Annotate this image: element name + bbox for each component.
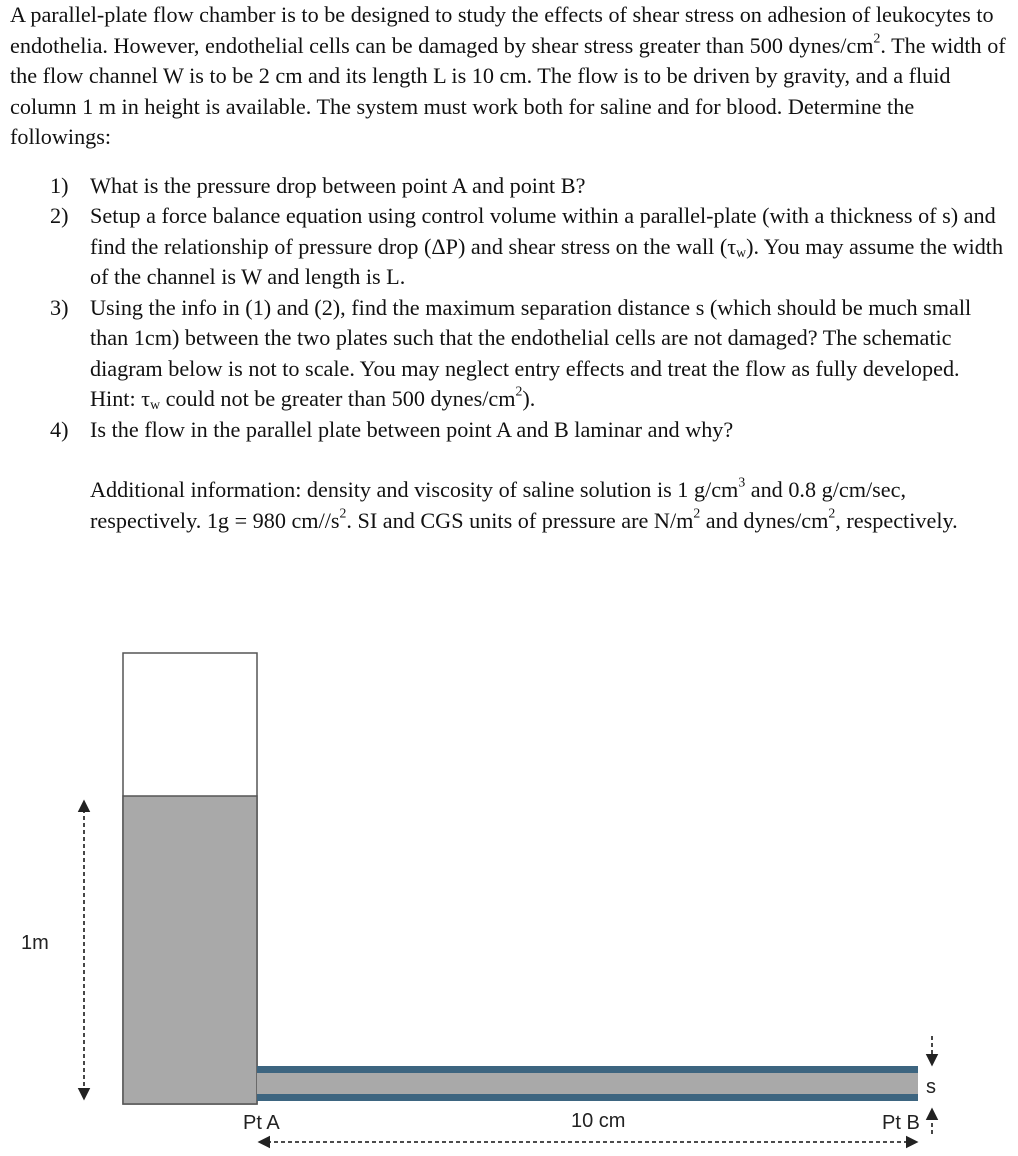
question-item [10, 293, 1010, 415]
flow-chamber-diagram [0, 640, 1018, 1156]
additional-information: Additional information: density and viscosity of saline solution is 1 $g/cm^3$ and 0.8 g/cm/sec, respectively. 1g = 980 $cm//s^2$. SI and CGS units of pressure are $N/m^2$ and dynes/$cm^2$, respectively. [90, 474, 958, 533]
gap-label: s [926, 1076, 936, 1098]
question-number: 4) [50, 416, 69, 442]
length-label: 10 cm [571, 1110, 626, 1132]
problem-intro: A parallel-plate flow chamber is to be designed to study the effects of shear stress on adhesion of leukocytes to endothelia. However, endothelial cells can be damaged by shear stress greater than 500 dynes/$cm^2$. The width of the flow channel W is to be 2 cm and its length L is 10 cm. The flow is to be driven by gravity, and a fluid column 1 m in height is available. The system must work both for saline and for blood. Determine the followings: [10, 2, 1006, 149]
question-number: 2) [50, 203, 69, 228]
question-text: Using the info in (1) and (2), find the maximum separation distance s (which should be much small than 1cm) between the two plates such that the endothelial cells are not damaged? The schematic diagram below is not to scale. You may neglect entry effects and treat the flow as fully developed. Hint: $\tau_w$ could not be greater than 500 dynes/$cm^2$). [90, 294, 972, 412]
question-text: Is the flow in the parallel plate between point A and B laminar and why? [90, 416, 734, 442]
problem-document [10, 0, 1010, 536]
question-list [10, 171, 1010, 446]
question-item [10, 201, 1010, 293]
fluid-column [123, 796, 257, 1104]
point-b-label: Pt B [882, 1112, 920, 1134]
question-text: What is the pressure drop between point A and point B? [90, 172, 586, 198]
top-plate [257, 1066, 918, 1073]
question-item [10, 171, 1010, 202]
question-text: Setup a force balance equation using control volume within a parallel-plate (with a thickness of s) and find the relationship of pressure drop (ΔP) and shear stress on the wall $(\tau_w)$. You may assume the width of the channel is W and length is L. [90, 203, 1004, 289]
question-number: 1) [50, 172, 69, 198]
question-item [10, 415, 1010, 446]
point-a-label: Pt A [243, 1112, 280, 1134]
question-number: 3) [50, 294, 69, 320]
height-label: 1m [21, 932, 49, 954]
bottom-plate [257, 1094, 918, 1101]
